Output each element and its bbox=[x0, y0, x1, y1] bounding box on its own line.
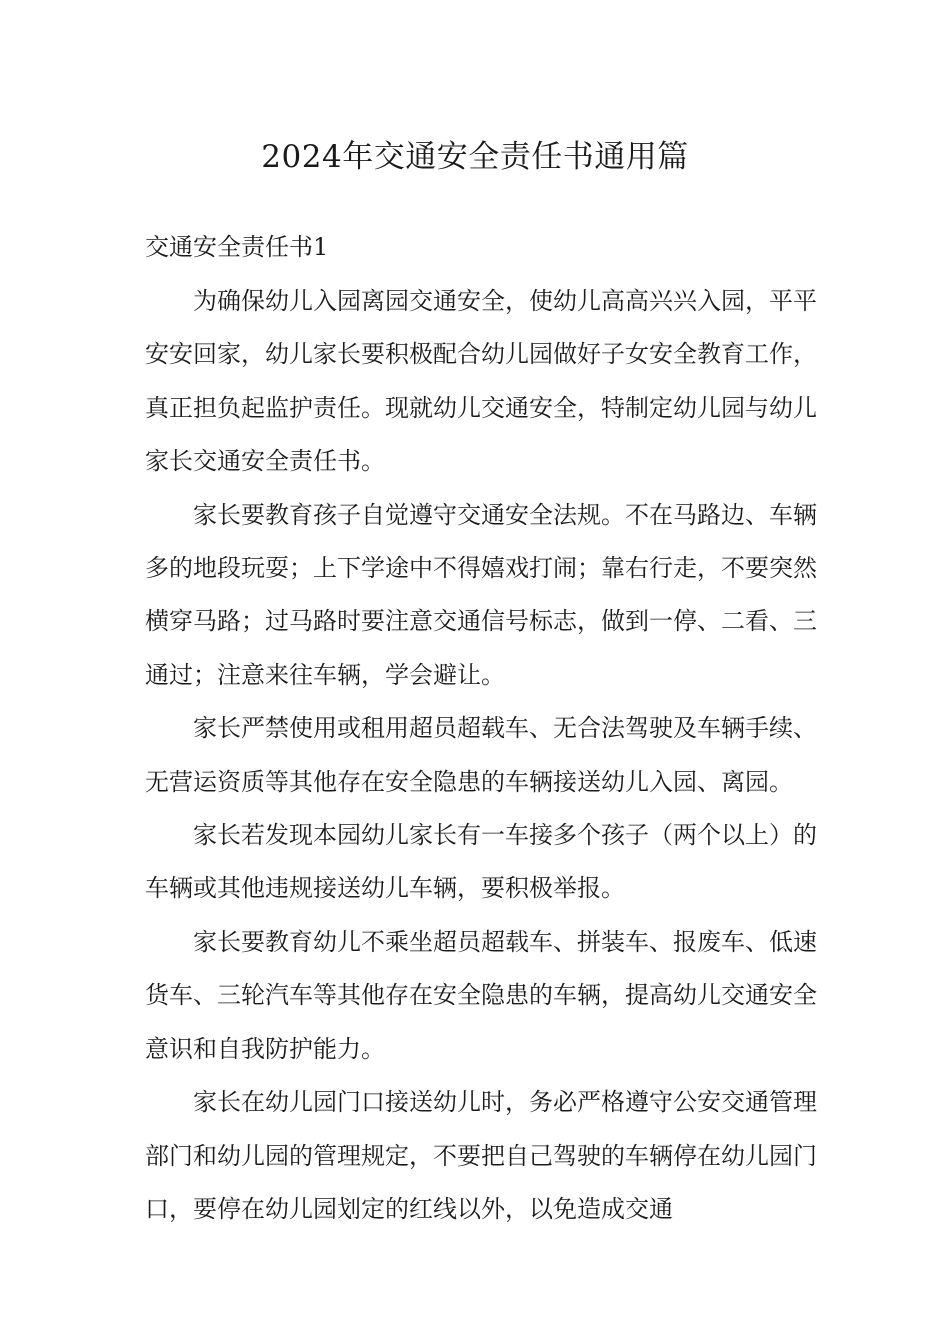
section-heading: 交通安全责任书1 bbox=[145, 233, 329, 261]
paragraph: 家长要教育幼儿不乘坐超员超载车、拼装车、报废车、低速货车、三轮汽车等其他存在安全隐患的车辆，提高幼儿交通安全意识和自我防护能力。 bbox=[145, 927, 817, 1063]
paragraph: 家长在幼儿园门口接送幼儿时，务必严格遵守公安交通管理部门和幼儿园的管理规定，不要把自己驾驶的车辆停在幼儿园门口，要停在幼儿园划定的红线以外，以免造成交通 bbox=[145, 1088, 817, 1223]
document-title: 2024年交通安全责任书通用篇 bbox=[261, 139, 689, 175]
paragraph: 为确保幼儿入园离园交通安全，使幼儿高高兴兴入园，平平安安回家，幼儿家长要积极配合幼儿园做好子女安全教育工作，真正担负起监护责任。现就幼儿交通安全，特制定幼儿园与幼儿家长交通安全责任书。 bbox=[145, 287, 817, 476]
paragraph: 家长若发现本园幼儿家长有一车接多个孩子（两个以上）的车辆或其他违规接送幼儿车辆，要积极举报。 bbox=[145, 821, 817, 903]
paragraph: 家长要教育孩子自觉遵守交通安全法规。不在马路边、车辆多的地段玩耍；上下学途中不得嬉戏打闹；靠右行走，不要突然横穿马路；过马路时要注意交通信号标志，做到一停、二看、三通过；注意来往车辆，学会避让。 bbox=[145, 500, 817, 689]
paragraph: 家长严禁使用或租用超员超载车、无合法驾驶及车辆手续、无营运资质等其他存在安全隐患的车辆接送幼儿入园、离园。 bbox=[145, 714, 817, 796]
document-body bbox=[145, 275, 817, 1236]
